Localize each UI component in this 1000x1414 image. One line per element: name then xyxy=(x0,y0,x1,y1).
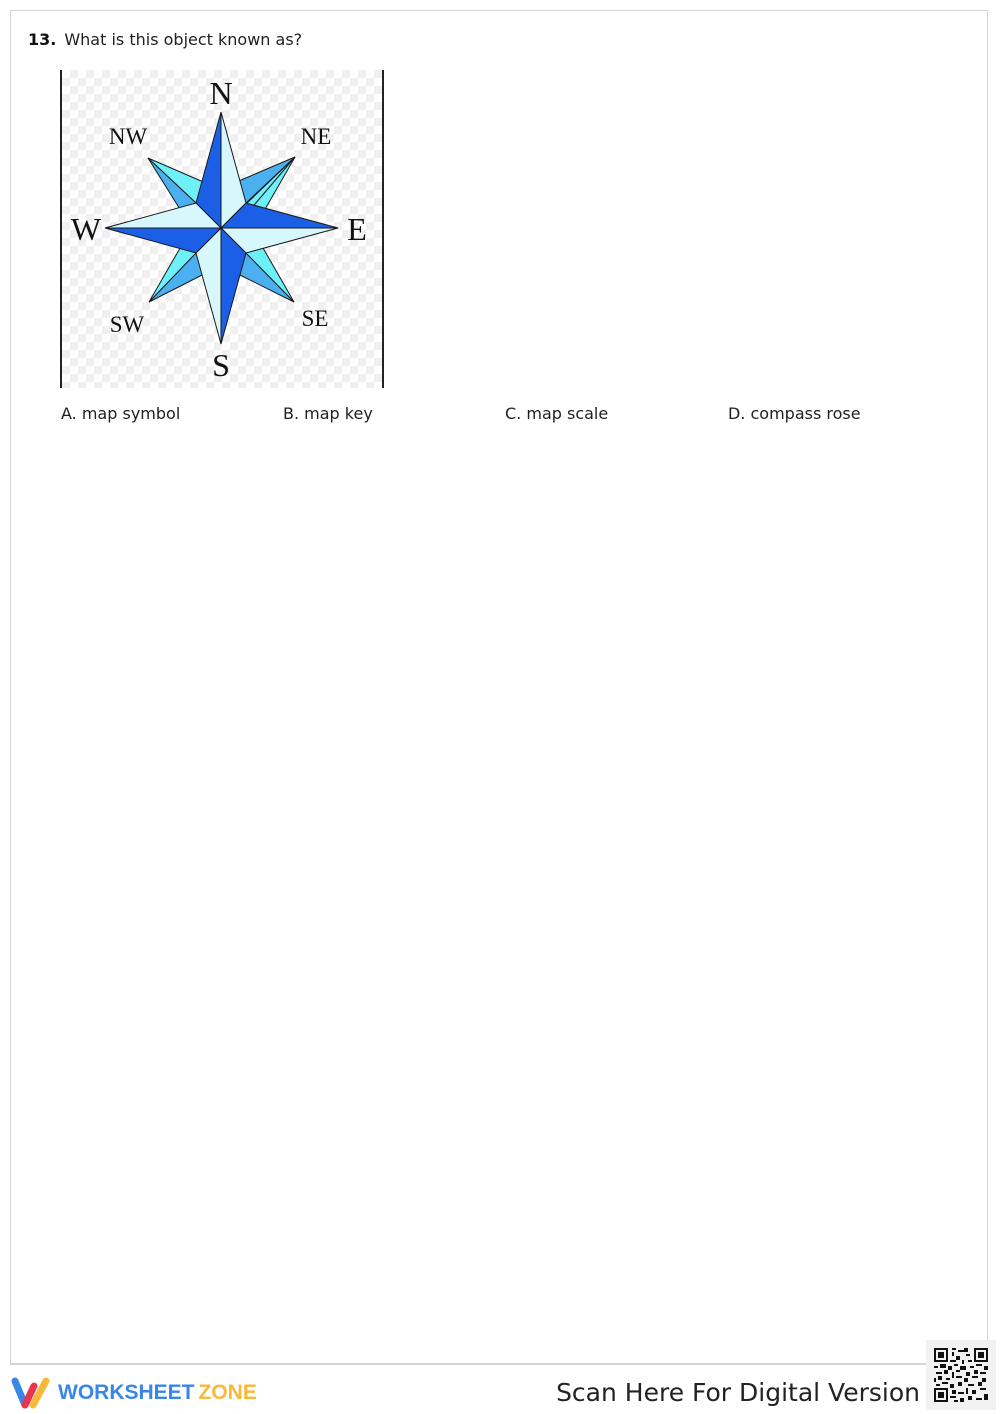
brand-name-worksheet: WORKSHEET xyxy=(58,1381,195,1404)
worksheet-zone-logo[interactable] xyxy=(10,1376,257,1410)
brand-name-zone: ZONE xyxy=(198,1381,257,1404)
option-d-text: compass rose xyxy=(750,404,861,423)
label-ne: NE xyxy=(300,124,332,149)
question-text: What is this object known as? xyxy=(64,30,303,49)
option-a-text: map symbol xyxy=(81,404,181,423)
compass-rose-figure xyxy=(60,70,384,388)
label-n: N xyxy=(209,75,233,111)
label-se: SE xyxy=(301,306,329,331)
option-a[interactable] xyxy=(61,404,180,423)
option-c-letter: C. xyxy=(505,404,522,423)
worksheet-zone-w-icon xyxy=(10,1376,52,1410)
qr-code[interactable] xyxy=(926,1340,996,1410)
answer-options xyxy=(0,404,1000,428)
label-sw: SW xyxy=(109,312,145,337)
compass-rose-icon xyxy=(0,0,1000,460)
label-s: S xyxy=(212,347,230,383)
qr-code-icon xyxy=(932,1346,990,1404)
label-w: W xyxy=(70,211,102,247)
scan-instruction: Scan Here For Digital Version xyxy=(556,1378,920,1407)
label-nw: NW xyxy=(108,124,148,149)
option-a-letter: A. xyxy=(61,404,77,423)
option-b[interactable] xyxy=(283,404,373,423)
option-c[interactable] xyxy=(505,404,608,423)
option-d[interactable] xyxy=(728,404,861,423)
footer-divider xyxy=(10,1364,926,1365)
question-number: 13. xyxy=(28,30,57,49)
option-d-letter: D. xyxy=(728,404,746,423)
label-e: E xyxy=(347,211,367,247)
brand-name xyxy=(58,1381,257,1405)
option-b-letter: B. xyxy=(283,404,300,423)
option-b-text: map key xyxy=(304,404,373,423)
option-c-text: map scale xyxy=(526,404,609,423)
